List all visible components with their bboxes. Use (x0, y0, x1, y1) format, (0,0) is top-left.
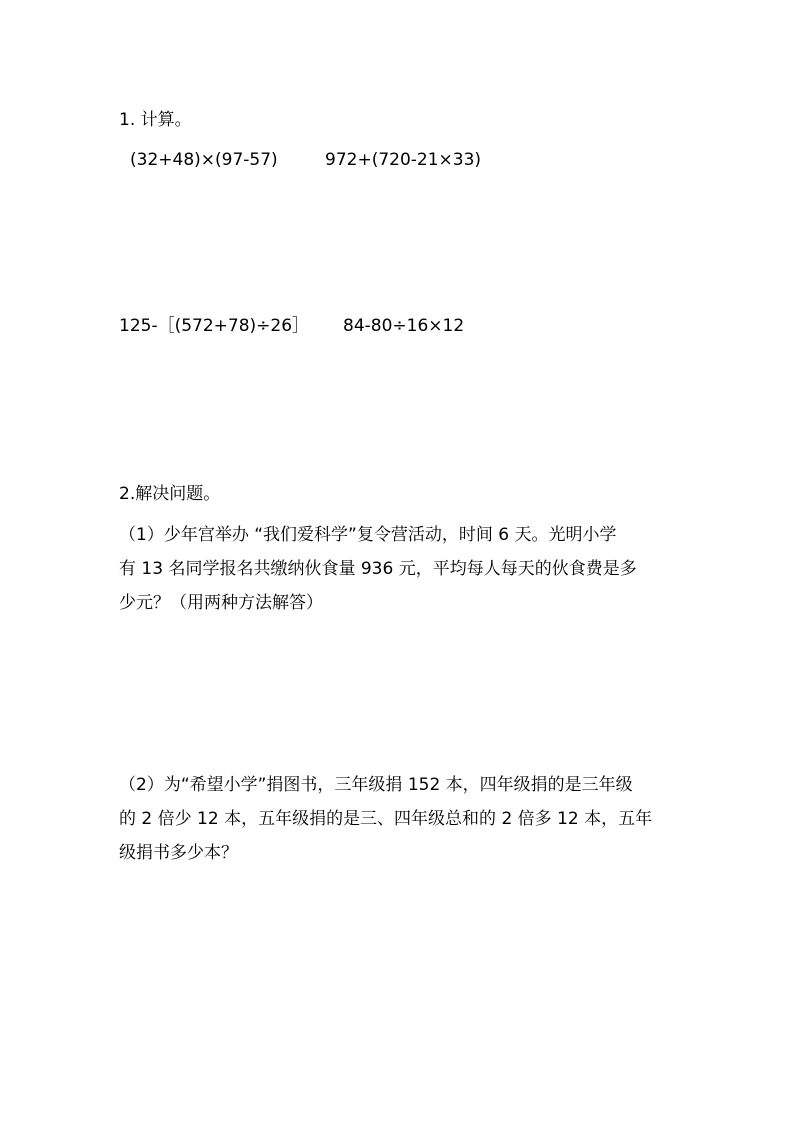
expression-2: 972+(720-21×33) (325, 150, 482, 170)
question-2-line-2: 的 2 倍少 12 本，五年级捐的是三、四年级总和的 2 倍多 12 本，五年 (119, 809, 653, 829)
section-2-heading: 2.解决问题。 (119, 484, 221, 504)
question-2-line-3: 级捐书多少本？ (119, 843, 238, 863)
question-1-line-2: 有 13 名同学报名共缴纳伙食量 936 元，平均每人每天的伙食费是多 (119, 559, 637, 579)
question-1-line-1: （1）少年宫举办 “我们爱科学”复令营活动，时间 6 天。光明小学 (119, 525, 617, 545)
expression-4: 84-80÷16×12 (343, 316, 465, 336)
question-1-line-3: 少元？（用两种方法解答） (119, 593, 323, 613)
question-2 (119, 768, 652, 870)
expression-3: 125-［(572+78)÷26］ (119, 316, 310, 336)
question-2-line-1: （2）为“希望小学”捐图书，三年级捐 152 本，四年级捐的是三年级 (119, 775, 633, 795)
expression-1: (32+48)×(97-57) (130, 150, 278, 170)
section-1-heading: 1. 计算。 (119, 110, 192, 130)
question-1 (119, 518, 637, 620)
